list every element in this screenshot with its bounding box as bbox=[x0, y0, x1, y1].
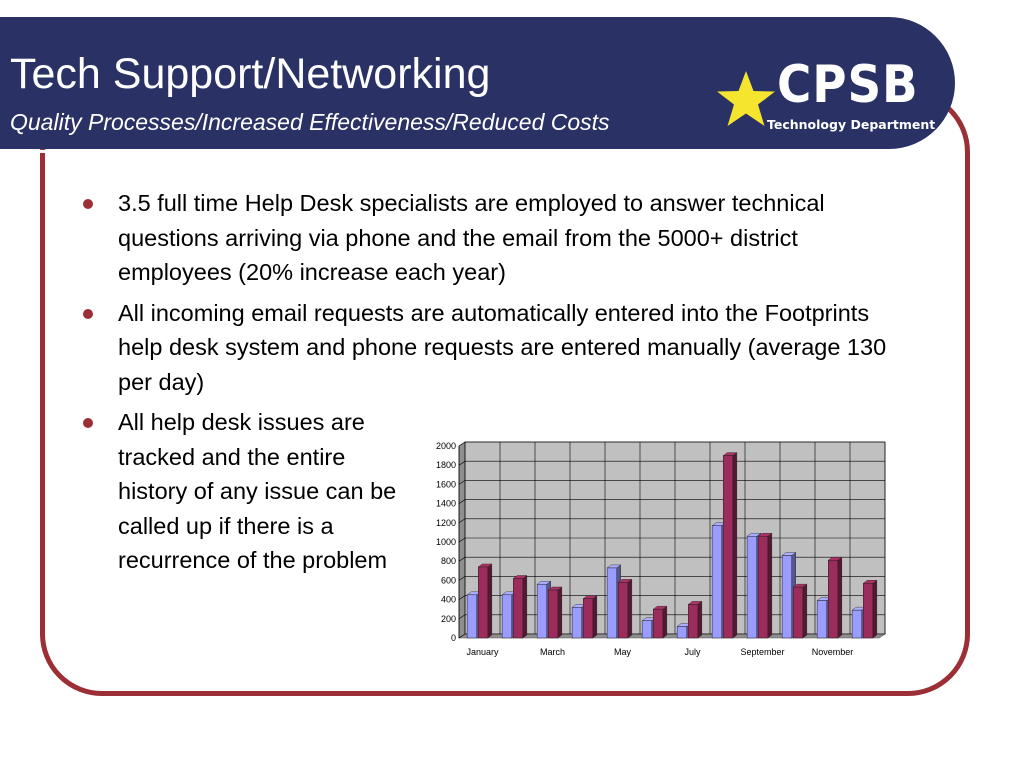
logo-text: CPSB bbox=[777, 55, 919, 115]
bullet-dot bbox=[83, 309, 93, 319]
bar bbox=[513, 578, 523, 638]
y-tick-label: 1400 bbox=[435, 498, 456, 509]
bar bbox=[712, 526, 722, 638]
y-tick-label: 1800 bbox=[435, 460, 456, 471]
bar bbox=[863, 583, 873, 638]
bar-side bbox=[838, 557, 842, 638]
bar bbox=[653, 609, 663, 638]
bar bbox=[537, 584, 547, 638]
y-tick-label: 1600 bbox=[435, 479, 456, 490]
y-tick-label: 600 bbox=[440, 575, 456, 586]
bar bbox=[548, 590, 558, 638]
bar-side bbox=[768, 533, 772, 638]
bar-side bbox=[663, 606, 667, 638]
bar bbox=[618, 582, 628, 638]
bar-side bbox=[523, 575, 527, 638]
bar bbox=[747, 536, 757, 638]
bullet-dot bbox=[83, 199, 93, 209]
bar bbox=[723, 456, 733, 638]
bullet-item bbox=[80, 405, 418, 578]
bar bbox=[828, 560, 838, 638]
bullet-text: 3.5 full time Help Desk specialists are employed to answer technical questions arriving via phone and the email from the 5000+ district employees (20% increase each year) bbox=[118, 190, 825, 285]
bar bbox=[677, 626, 687, 638]
bar-side bbox=[628, 579, 632, 638]
monthly-requests-chart bbox=[425, 440, 895, 665]
y-tick-label: 800 bbox=[440, 556, 456, 567]
logo-subtext: Technology Department bbox=[767, 117, 936, 132]
bar-side bbox=[733, 453, 737, 638]
bar-side bbox=[488, 564, 492, 638]
y-tick-label: 400 bbox=[440, 594, 456, 605]
x-tick-label: May bbox=[613, 647, 632, 657]
bar-side bbox=[873, 580, 877, 638]
bar bbox=[688, 604, 698, 638]
slide-title: Tech Support/Networking bbox=[10, 50, 491, 98]
y-tick-label: 0 bbox=[450, 633, 456, 643]
x-tick-label: January bbox=[466, 647, 499, 657]
bullet-item bbox=[80, 186, 918, 290]
y-tick-label: 1200 bbox=[435, 517, 456, 528]
header-rule bbox=[0, 150, 905, 153]
bar-side bbox=[698, 601, 702, 638]
bar bbox=[852, 610, 862, 638]
y-tick-label: 1000 bbox=[435, 537, 456, 547]
bar bbox=[642, 621, 652, 638]
cpsb-logo bbox=[715, 55, 936, 149]
bar-side bbox=[558, 587, 562, 638]
bullet-text: All help desk issues are tracked and the entire history of any issue can be called up if there is a recurrence of the problem bbox=[118, 409, 397, 573]
x-tick-label: November bbox=[811, 647, 854, 657]
bar bbox=[782, 555, 792, 638]
x-tick-label: July bbox=[684, 647, 701, 657]
bullet-item bbox=[80, 296, 918, 400]
bar bbox=[817, 601, 827, 638]
y-tick-label: 200 bbox=[440, 613, 456, 624]
bullet-text: All incoming email requests are automatically entered into the Footprints help desk system and phone requests are entered manually (average 130 per day) bbox=[118, 299, 887, 395]
slide-subtitle: Quality Processes/Increased Effectiveness/Reduced Costs bbox=[10, 109, 610, 135]
x-tick-label: March bbox=[539, 647, 566, 657]
bar-side bbox=[803, 584, 807, 638]
bar bbox=[502, 595, 512, 638]
x-tick-label: September bbox=[740, 647, 785, 657]
bar bbox=[478, 567, 488, 638]
bar bbox=[758, 536, 768, 638]
bar bbox=[607, 568, 617, 638]
bullet-dot bbox=[83, 418, 93, 428]
bar bbox=[572, 607, 582, 638]
bar-side bbox=[593, 596, 597, 638]
bar bbox=[467, 595, 477, 638]
slide-header bbox=[0, 17, 955, 149]
bar bbox=[793, 587, 803, 638]
bar bbox=[583, 599, 593, 638]
y-tick-label: 2000 bbox=[435, 441, 456, 451]
